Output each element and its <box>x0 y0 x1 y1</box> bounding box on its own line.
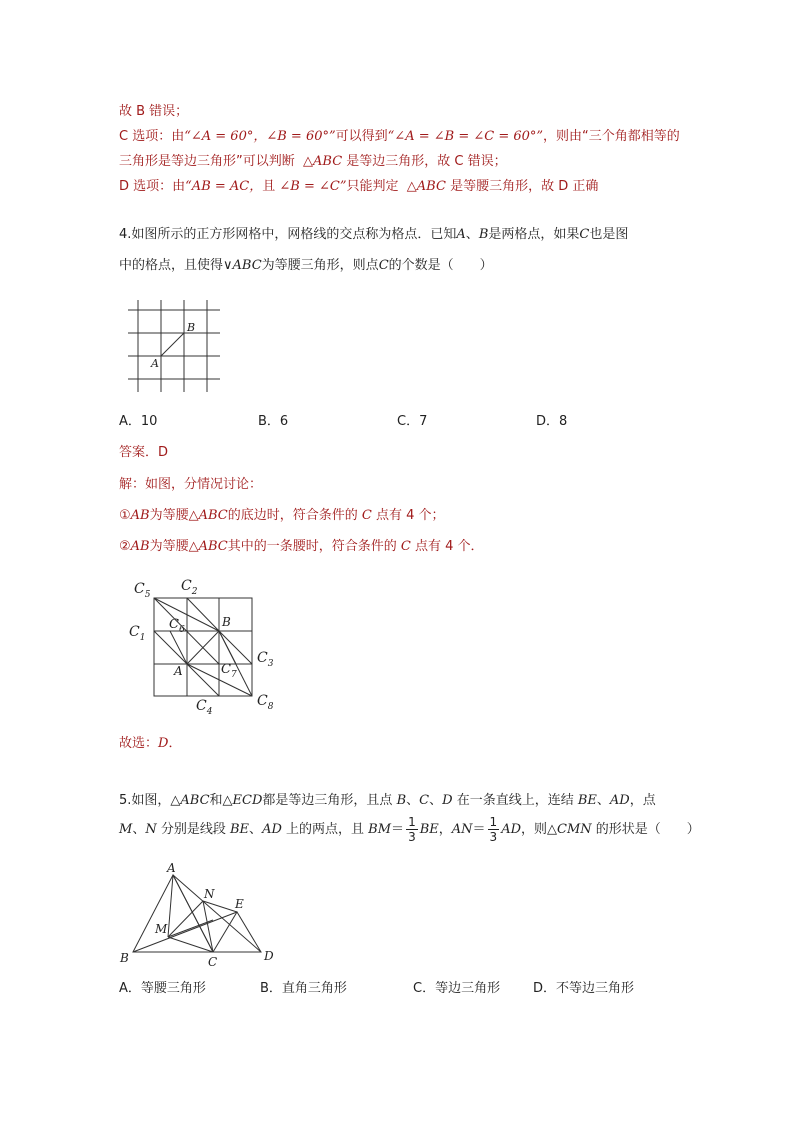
triangle-abc: △ABC <box>406 179 446 194</box>
case-marker: ① <box>119 508 131 523</box>
label-a: A <box>174 664 183 678</box>
q4-conclusion <box>119 735 181 753</box>
q5-label-d: D <box>264 949 274 963</box>
q4-text: 4.如图所示的正方形网格中，网格线的交点称为格点．已知 <box>119 227 457 242</box>
q4-answer: 答案．D <box>119 445 169 460</box>
q4-solution-intro: 解：如图，分情况讨论： <box>119 477 263 492</box>
option-c-label: C 选项：由 <box>119 129 185 144</box>
q4-sep: 、 <box>465 227 479 242</box>
q5-math: AD <box>262 822 282 837</box>
option-c-cond1: “∠A = 60°，∠B = 60°” <box>184 129 336 144</box>
q5-text: 、 <box>249 822 263 837</box>
q5-math: AD <box>609 793 630 808</box>
grid-label-a: A <box>151 357 159 370</box>
option-d-label: D 选项：由 <box>119 179 186 194</box>
q5-text: 在一条直线上，连结 <box>456 793 574 808</box>
segment-ab <box>161 333 184 356</box>
case-text: 的底边时，符合条件的 <box>227 508 358 523</box>
q5-option-a[interactable]: A．等腰三角形 <box>119 981 206 996</box>
option-d-text3: 是等腰三角形，故 D 正确 <box>450 179 599 194</box>
conclusion-choice: D <box>158 736 169 751</box>
q5-math: ECD <box>232 793 263 808</box>
q4-option-c[interactable]: C．7 <box>397 414 428 429</box>
q4-triangle: ∨ABC <box>223 258 262 273</box>
q5-text: ＝ <box>391 822 405 837</box>
q4-stem-line1 <box>119 226 628 244</box>
case-text: 为等腰 <box>149 508 189 523</box>
point-c: C <box>361 508 372 523</box>
option-c-text: 可以得到 <box>335 129 388 144</box>
q4-point-b: B <box>478 227 489 242</box>
option-d-text: 且 <box>262 179 276 194</box>
q5-option-d[interactable]: D．不等边三角形 <box>533 981 635 996</box>
q5-option-c[interactable]: C．等边三角形 <box>413 981 501 996</box>
q5-text: 的形状是（ ） <box>595 822 700 837</box>
q5-stem-line2 <box>119 815 700 844</box>
q4-text: 中的格点，且使得 <box>119 258 224 273</box>
triangle-abc: △ABC <box>303 154 343 169</box>
q5-math: BE <box>577 793 597 808</box>
q5-stem-line1 <box>119 792 656 810</box>
seg-ab: AB <box>130 508 150 523</box>
case-text: 其中的一条腰时，符合条件的 <box>227 539 397 554</box>
fraction-one-third: $\frac{1}{3}$ <box>408 815 416 844</box>
q5-math: CMN <box>557 822 592 837</box>
label-c2: $C_2$ <box>181 578 198 597</box>
seg-ab: AB <box>130 539 150 554</box>
q5-math: BE <box>419 822 439 837</box>
q5-math: M <box>119 822 133 837</box>
q5-math: BE <box>230 822 250 837</box>
label-c1: $C_1$ <box>129 624 146 643</box>
option-c-cond2: “∠A = ∠B = ∠C = 60°” <box>387 129 544 144</box>
q4-option-d[interactable]: D．8 <box>536 414 568 429</box>
case-text: 点有 4 个． <box>415 539 484 554</box>
label-c7: $C_7$ <box>221 662 237 680</box>
q5-text: 上的两点，且 <box>286 822 365 837</box>
q5-text: ＝ <box>472 822 486 837</box>
q5-text: 和△ <box>209 793 233 808</box>
label-b: B <box>222 615 231 629</box>
prev-option-c-line1 <box>119 128 680 146</box>
q4-solution-figure <box>125 575 285 720</box>
prev-option-c-line2 <box>119 153 507 171</box>
q5-math: B <box>396 793 407 808</box>
q5-math: C <box>419 793 430 808</box>
q4-point-a: A <box>456 227 466 242</box>
q5-text: 、 <box>132 822 146 837</box>
q4-text: 是两格点，如果 <box>488 227 580 242</box>
option-c-text4: 是等边三角形，故 C 错误； <box>346 154 507 169</box>
q5-label-e: E <box>235 897 244 911</box>
q5-math: ABC <box>180 793 210 808</box>
q5-text: 、 <box>429 793 443 808</box>
option-d-cond1: “AB = AC， <box>185 179 263 194</box>
q5-option-b[interactable]: B．直角三角形 <box>260 981 347 996</box>
label-c8: $C_8$ <box>257 693 274 712</box>
q5-label-b: B <box>120 951 129 965</box>
grid-label-b: B <box>187 321 196 334</box>
q5-label-c: C <box>208 955 218 969</box>
case-text: 点有 4 个； <box>376 508 445 523</box>
label-c3: $C_3$ <box>257 650 274 669</box>
q5-math: AD <box>501 822 521 837</box>
label-c6: $C_6$ <box>169 617 185 635</box>
q5-text: 都是等边三角形，且点 <box>262 793 393 808</box>
q5-text: ， <box>438 822 452 837</box>
q4-text: 也是图 <box>589 227 629 242</box>
q5-label-m: M <box>155 922 168 936</box>
q5-label-n: N <box>204 887 215 901</box>
q5-text: 分别是线段 <box>160 822 226 837</box>
q5-text: ，则△ <box>521 822 557 837</box>
q4-point-c: C <box>378 258 389 273</box>
triangle-abc: △ABC <box>188 508 228 523</box>
option-d-cond2: ∠B = ∠C” <box>279 179 347 194</box>
point-c: C <box>400 539 411 554</box>
q5-text: 、 <box>406 793 420 808</box>
q5-text: 5.如图，△ <box>119 793 181 808</box>
q5-text: 、 <box>596 793 610 808</box>
conclusion-text: 故选： <box>119 736 159 751</box>
prev-b-conclusion: 故 B 错误； <box>119 104 189 119</box>
option-d-text2: 只能判定 <box>346 179 399 194</box>
label-c4: $C_4$ <box>196 698 213 717</box>
q4-text: 的个数是（ ） <box>388 258 493 273</box>
label-c5: $C_5$ <box>134 581 151 600</box>
prev-option-d-line <box>119 178 598 196</box>
q5-math: BM <box>368 822 392 837</box>
q4-point-c: C <box>579 227 590 242</box>
q4-option-b[interactable]: B．6 <box>258 414 289 429</box>
option-c-text2: ，则由“三个角都相等的 <box>543 129 680 144</box>
q5-math: N <box>145 822 157 837</box>
q4-case1 <box>119 507 445 525</box>
fraction-one-third: $\frac{1}{3}$ <box>489 815 498 844</box>
q5-math: D <box>442 793 453 808</box>
q5-math: AN <box>451 822 473 837</box>
q5-text: ，点 <box>629 793 656 808</box>
q5-triangle-figure <box>115 860 285 970</box>
q4-option-a[interactable]: A．10 <box>119 414 158 429</box>
q4-stem-line2 <box>119 257 493 275</box>
q5-label-a: A <box>167 861 176 875</box>
q4-text: 为等腰三角形，则点 <box>261 258 379 273</box>
case-marker: ② <box>119 539 131 554</box>
q4-grid-figure <box>128 300 220 392</box>
q4-case2 <box>119 538 484 556</box>
conclusion-text: ． <box>168 736 182 751</box>
option-c-text3: 三角形是等边三角形”可以判断 <box>119 154 295 169</box>
case-text: 为等腰 <box>149 539 189 554</box>
triangle-abc: △ABC <box>188 539 228 554</box>
